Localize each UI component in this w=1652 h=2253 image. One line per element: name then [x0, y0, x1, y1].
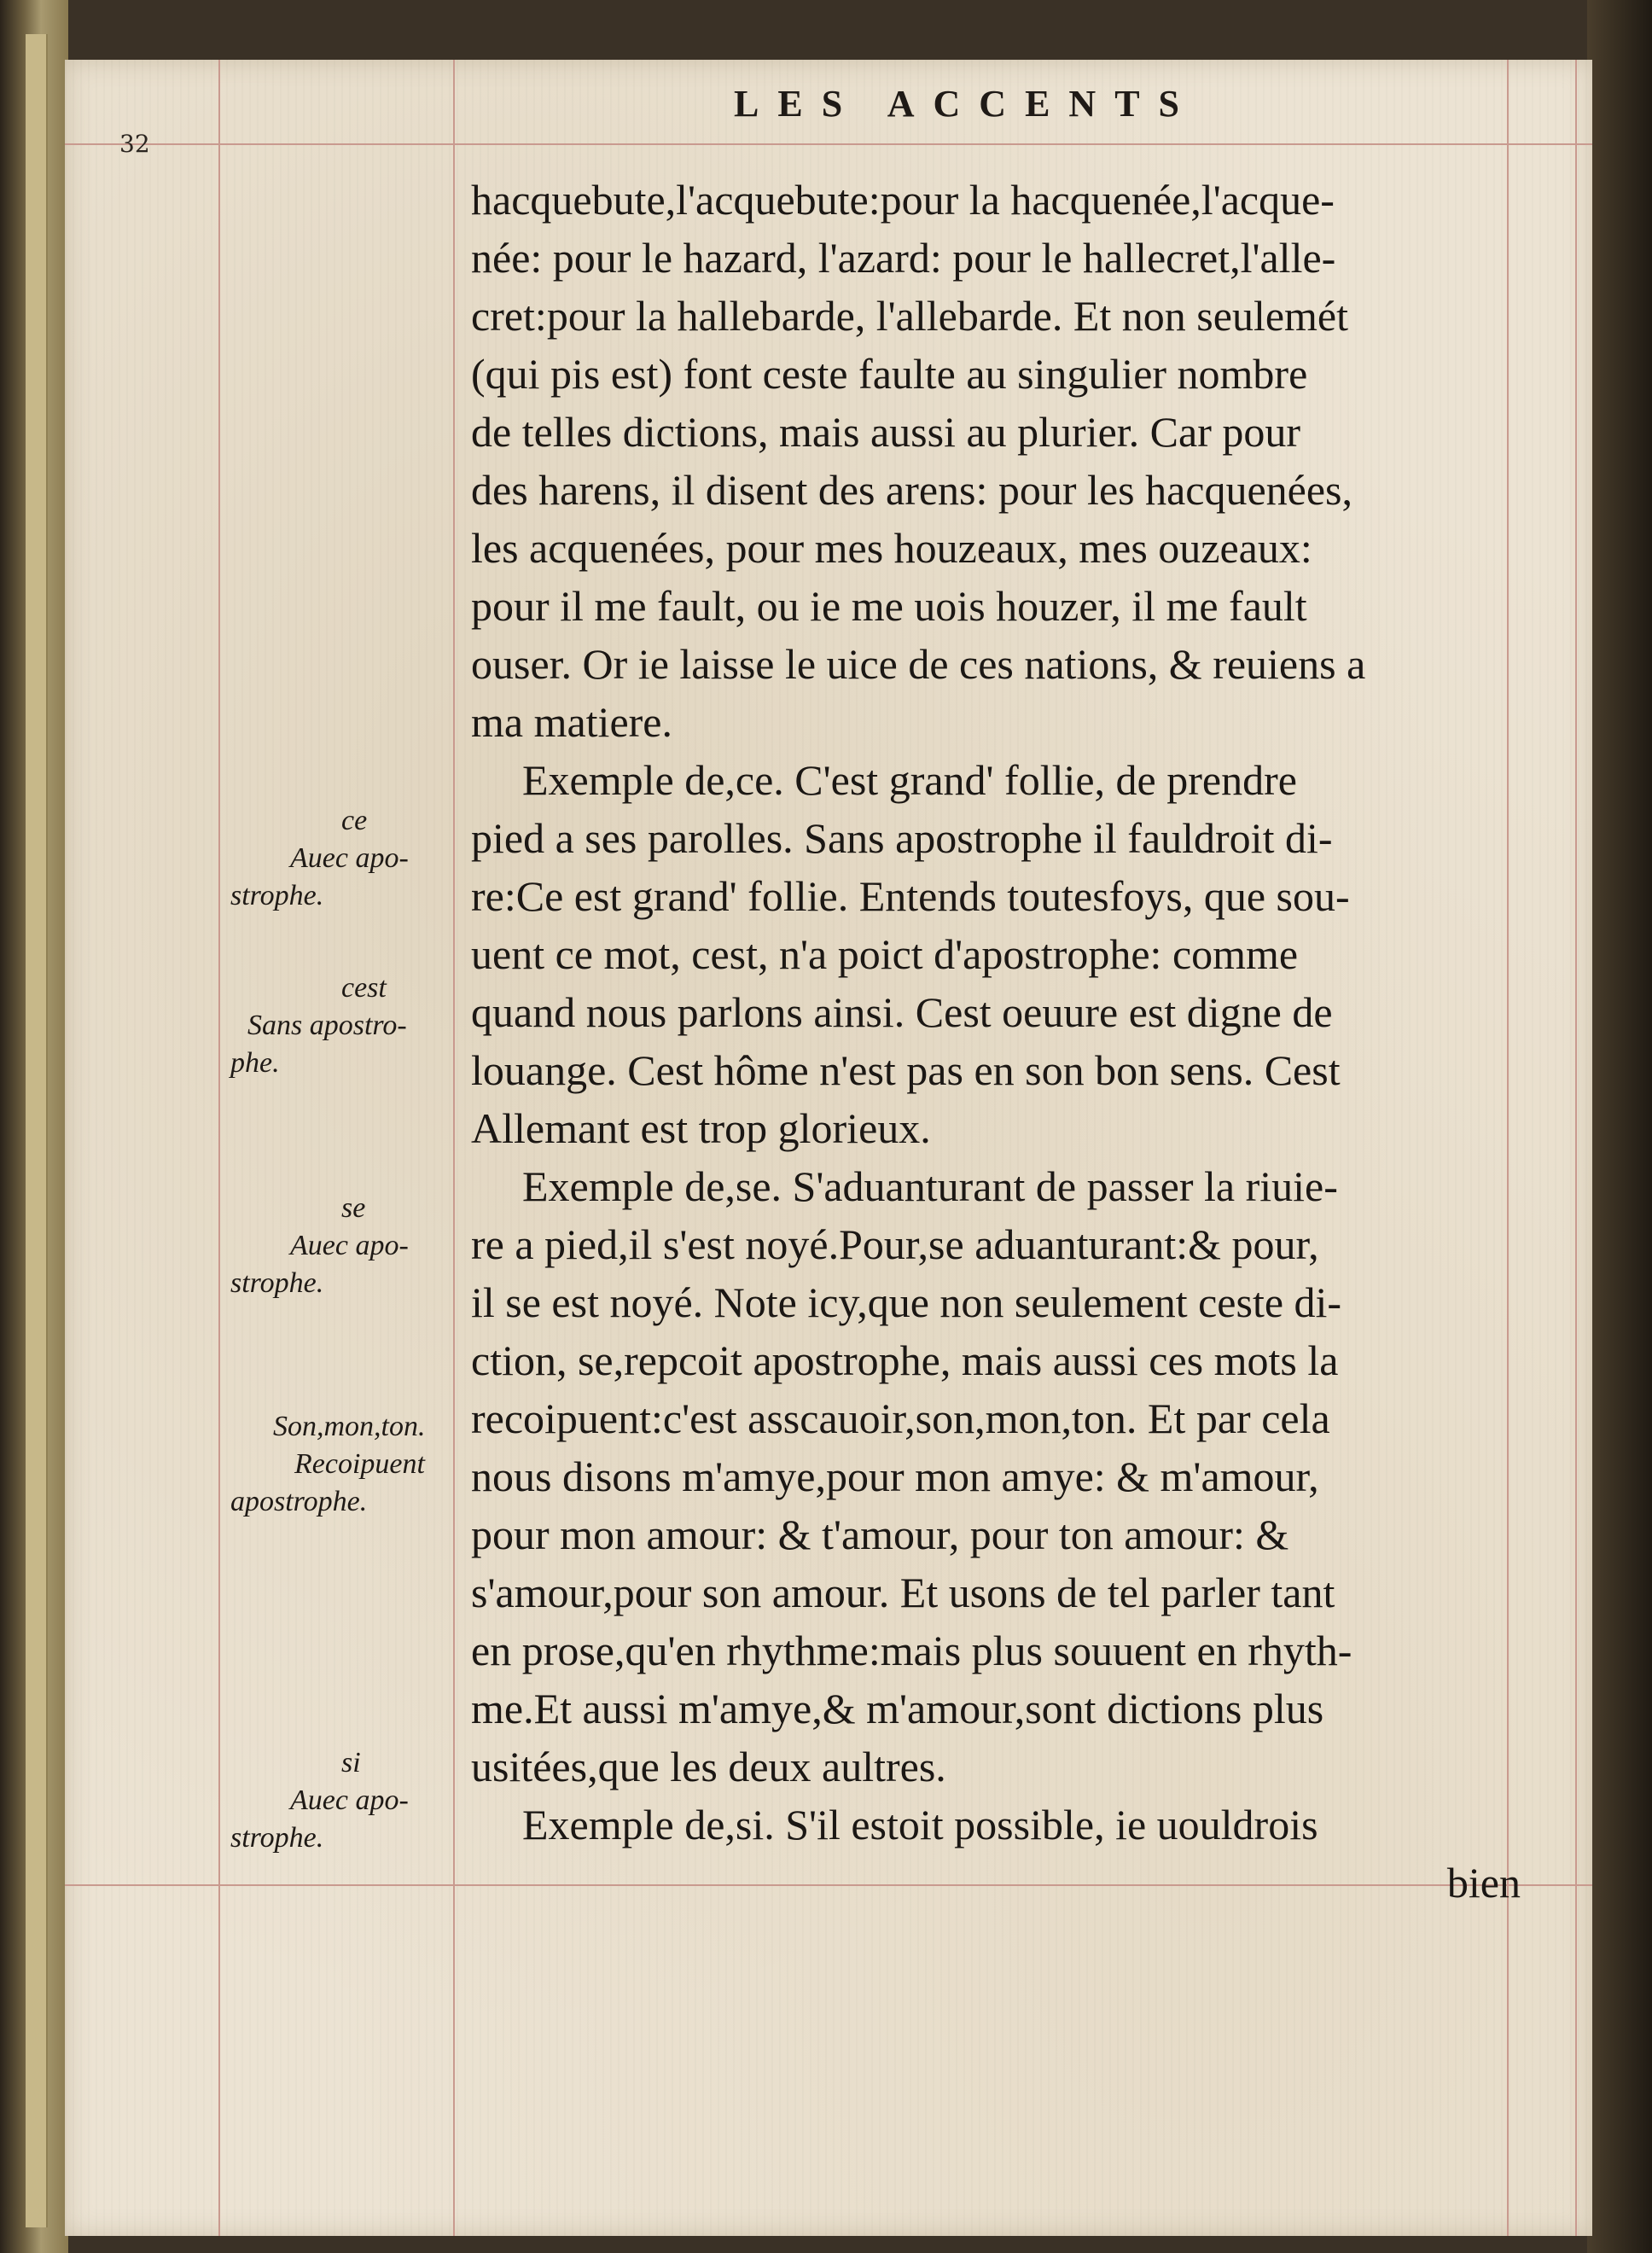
text-line: pied a ses parolles. Sans apostrophe il fauldroit di-: [471, 814, 1333, 862]
text-line: ma matiere.: [471, 698, 672, 746]
text-line: pour il me fault, ou ie me uois houzer, il me fault: [471, 582, 1307, 630]
margin-note-se: [230, 1190, 461, 1302]
margin-note-text: strophe.: [230, 1267, 324, 1299]
margin-note-text: phe.: [230, 1047, 280, 1079]
running-head: LES ACCENTS: [734, 83, 1199, 125]
text-line: ouser. Or ie laisse le uice de ces nations, & reuiens a: [471, 640, 1366, 688]
ruled-line: [65, 143, 1592, 145]
margin-note-text: Auec apo-: [290, 842, 409, 874]
margin-note-keyword: se: [341, 1192, 366, 1224]
text-line: en prose,qu'en rhythme:mais plus souuent en rhyth-: [471, 1627, 1352, 1674]
margin-note-text: apostrophe.: [230, 1486, 368, 1517]
text-line: Exemple de,si. S'il estoit possible, ie uouldrois: [522, 1801, 1318, 1848]
ruled-line: [218, 60, 220, 2236]
text-line: re a pied,il s'est noyé.Pour,se aduanturant:& pour,: [471, 1220, 1319, 1268]
ruled-line: [1575, 60, 1577, 2236]
text-line: recoipuent:c'est asscauoir,son,mon,ton. Et par cela: [471, 1394, 1330, 1442]
margin-note-keyword: ce: [341, 805, 368, 836]
catchword: bien: [1446, 1859, 1521, 1907]
text-line: cret:pour la hallebarde, l'allebarde. Et non seulemét: [471, 292, 1349, 340]
book-edge: [1587, 0, 1652, 2253]
margin-note-text: Son,mon,ton.: [273, 1411, 426, 1442]
text-line: nous disons m'amye,pour mon amye: & m'amour,: [471, 1453, 1319, 1500]
text-line: s'amour,pour son amour. Et usons de tel parler tant: [471, 1569, 1335, 1616]
text-line: usitées,que les deux aultres.: [471, 1743, 946, 1790]
margin-note-text: Recoipuent: [294, 1448, 425, 1480]
text-line: Exemple de,se. S'aduanturant de passer la riuie-: [522, 1162, 1338, 1210]
margin-note-ce: [230, 802, 461, 915]
margin-note-cest: [230, 969, 461, 1082]
text-line: il se est noyé. Note icy,que non seulement ceste di-: [471, 1278, 1342, 1326]
margin-note-text: Auec apo-: [290, 1784, 409, 1816]
margin-note-text: strophe.: [230, 1822, 324, 1854]
text-line: me.Et aussi m'amye,& m'amour,sont dictions plus: [471, 1685, 1324, 1732]
text-line: uent ce mot, cest, n'a poict d'apostrophe: comme: [471, 930, 1299, 978]
margin-note-text: Auec apo-: [290, 1230, 409, 1261]
body-text: [471, 171, 1521, 1912]
text-line: (qui pis est) font ceste faulte au singulier nombre: [471, 350, 1308, 398]
text-line: ction, se,repcoit apostrophe, mais aussi ces mots la: [471, 1336, 1339, 1384]
margin-note-si: [230, 1744, 461, 1857]
text-line: Exemple de,ce. C'est grand' follie, de prendre: [522, 756, 1297, 804]
margin-note-son-mon-ton: [230, 1408, 461, 1521]
text-line: pour mon amour: & t'amour, pour ton amour: &: [471, 1511, 1289, 1558]
margin-note-keyword: cest: [341, 972, 387, 1004]
text-line: née: pour le hazard, l'azard: pour le hallecret,l'alle-: [471, 234, 1336, 282]
text-line: Allemant est trop glorieux.: [471, 1104, 931, 1152]
spine-edge: [26, 34, 48, 2227]
ruled-line: [453, 60, 455, 2236]
text-line: des harens, il disent des arens: pour les hacquenées,: [471, 466, 1353, 514]
text-line: quand nous parlons ainsi. Cest oeuure est digne de: [471, 988, 1333, 1036]
margin-note-keyword: si: [341, 1747, 361, 1779]
page-header: [119, 82, 1570, 158]
text-line: hacquebute,l'acquebute:pour la hacquenée,l'acque-: [471, 176, 1335, 224]
margin-note-text: strophe.: [230, 880, 324, 911]
text-line: les acquenées, pour mes houzeaux, mes ouzeaux:: [471, 524, 1312, 572]
page-number: 32: [119, 130, 150, 158]
text-line: louange. Cest hôme n'est pas en son bon sens. Cest: [471, 1046, 1341, 1094]
text-line: re:Ce est grand' follie. Entends toutesfoys, que sou-: [471, 872, 1350, 920]
margin-note-text: Sans apostro-: [247, 1010, 407, 1041]
text-line: de telles dictions, mais aussi au plurier. Car pour: [471, 408, 1301, 456]
